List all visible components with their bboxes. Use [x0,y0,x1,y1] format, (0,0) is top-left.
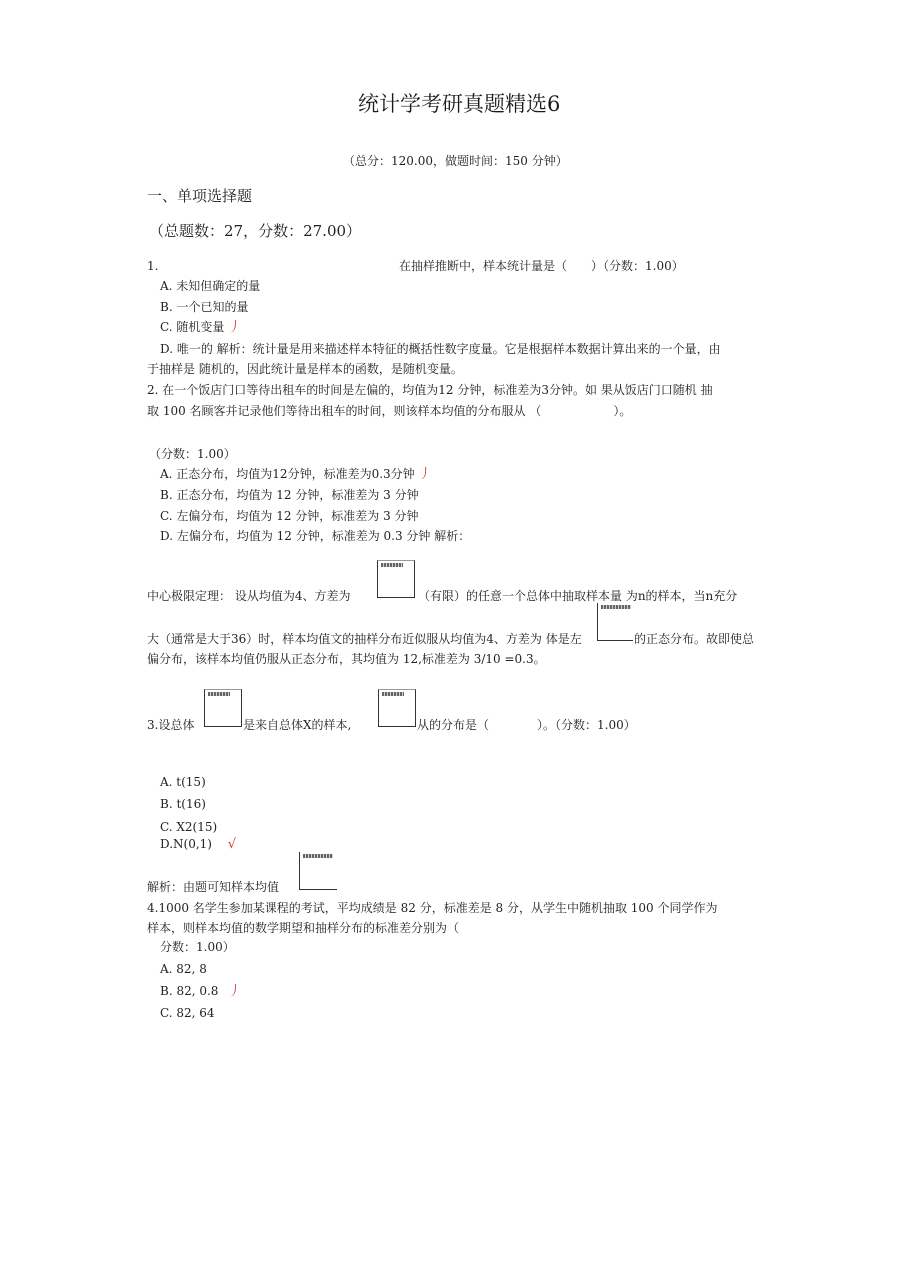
answer-check-mark: 丿 [228,984,242,999]
formula-image-sample-mean [299,852,337,890]
question-2-option-a: A. 正态分布，均值为12分钟，标准差为0.3分钟 丿 [160,467,432,482]
question-2-stem-line-2: 取 100 名顾客并记录他们等待出租车的时间，则该样本均值的分布服从 （ ）。 [147,404,632,418]
section-heading: 一、单项选择题 [147,187,253,205]
question-4-score: 分数：1.00） [160,940,235,954]
question-2-analysis-line-2: 大（通常是大于36）时，样本均值文的抽样分布近似服从均值为4、方差为 体是左 [147,632,582,646]
formula-image-population [204,689,242,727]
question-3-stem-part-3: 从的分布是（ ）。（分数：1.00） [417,718,636,732]
question-1-option-a: A. 未知但确定的量 [160,279,261,293]
question-2-option-c: C. 左偏分布，均值为 12 分钟，标准差为 3 分钟 [160,509,419,523]
question-2-analysis-line-3: 偏分布，该样本均值仍服从正态分布，其均值为 12,标准差为 3/10 =0.3。 [147,652,546,666]
question-1-analysis: 于抽样是 随机的，因此统计量是样本的函数，是随机变量。 [147,362,463,376]
question-4-option-b: B. 82, 0.8 丿 [160,984,242,999]
question-2-analysis-line-1-cont: （有限）的任意一个总体中抽取样本量 为n的样本，当n充分 [418,589,738,603]
question-3-stem-part-1: 3.设总体 [147,718,195,732]
question-1-option-d: D. 唯一的 解析：统计量是用来描述样本特征的概括性数字度量。它是根据样本数据计算出来的一个量，由 [160,342,721,356]
answer-check-mark: 丿 [418,467,432,482]
formula-image-sample-variance [597,603,633,641]
question-1-option-c: C. 随机变量 丿 [160,320,242,335]
question-4-option-a: A. 82, 8 [160,962,207,976]
question-2-stem-line-1: 2. 在一个饭店门口等待出租车的时间是左偏的，均值为12 分钟，标准差为3分钟。如 果从饭店门口随机 抽 [147,383,713,397]
exam-info: （总分：120.00，做题时间：150 分钟） [343,154,568,168]
question-4-stem-line-2: 样本，则样本均值的数学期望和抽样分布的标准差分别为（ [147,921,460,935]
question-4-option-c: C. 82, 64 [160,1006,215,1020]
formula-image-variance [377,560,415,598]
section-summary: （总题数：27，分数：27.00） [149,222,362,240]
answer-check-mark: 丿 [228,320,242,335]
question-1-stem: 在抽样推断中，样本统计量是（ ）（分数：1.00） [399,259,684,273]
question-3-analysis: 解析：由题可知样本均值 [147,880,280,894]
question-3-option-b: B. t(16) [160,797,206,811]
question-1-option-b: B. 一个已知的量 [160,300,249,314]
question-2-option-d: D. 左偏分布，均值为 12 分钟，标准差为 0.3 分钟 解析： [160,529,471,543]
question-3-stem-part-2: 是来自总体X的样本, [243,718,352,732]
question-2-option-b: B. 正态分布，均值为 12 分钟，标准差为 3 分钟 [160,488,419,502]
question-4-stem-line-1: 4.1000 名学生参加某课程的考试，平均成绩是 82 分，标准差是 8 分，从学生中随机抽取 100 个同学作为 [147,901,718,915]
page-title: 统计学考研真题精选6 [358,92,561,116]
question-2-analysis-line-2-cont: 的正态分布。故即使总 [634,632,755,646]
formula-image-statistic [378,689,416,727]
question-3-option-c: C. X2(15) [160,820,218,834]
question-3-option-a: A. t(15) [160,775,206,789]
question-2-analysis-line-1: 中心极限定理： 设从均值为4、方差为 [147,589,351,603]
question-3-option-d: D.N(0,1) √ [160,837,237,852]
question-1-number: 1. [147,259,159,273]
answer-check-mark: √ [227,837,237,852]
question-2-score: （分数：1.00） [149,447,236,461]
